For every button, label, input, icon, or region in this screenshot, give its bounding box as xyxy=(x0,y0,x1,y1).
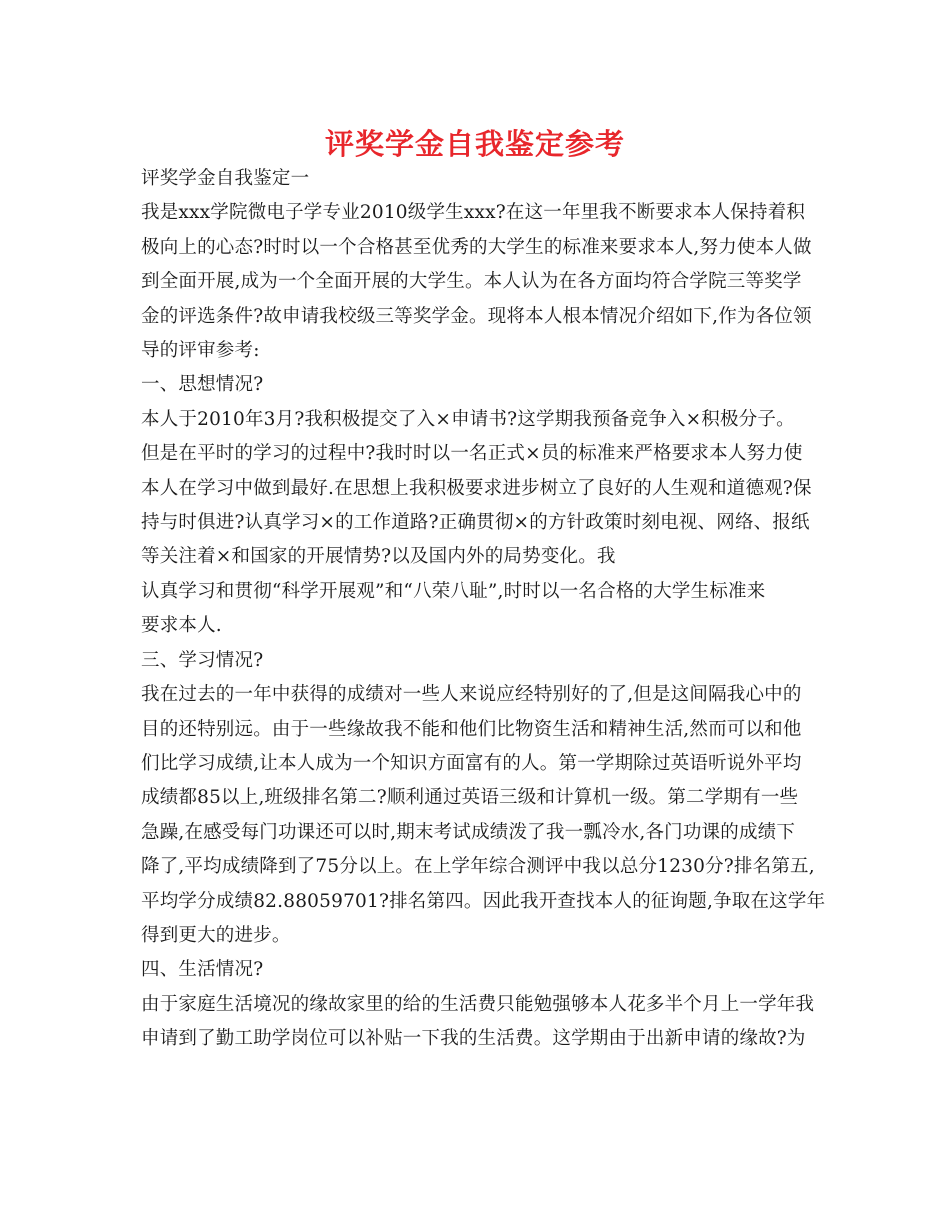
paragraph-line: 认真学习和贯彻“科学开展观”和“八荣八耻”,时时以一名合格的大学生标准来 xyxy=(141,580,766,602)
paragraph-line: 要求本人. xyxy=(141,615,222,637)
paragraph-line: 我在过去的一年中获得的成绩对一些人来说应经特别好的了,但是这间隔我心中的 xyxy=(141,684,802,706)
paragraph-line: 极向上的心态?时时以一个合格甚至优秀的大学生的标准来要求本人,努力使本人做 xyxy=(141,236,812,258)
paragraph-line: 本人于2010年3月?我积极提交了入×申请书?这学期我预备竞争入×积极分子。 xyxy=(141,408,795,430)
document-title: 评奖学金自我鉴定参考 xyxy=(324,127,625,161)
paragraph-line: 等关注着×和国家的开展情势?以及国内外的局势变化。我 xyxy=(141,546,616,568)
paragraph-line: 得到更大的进步。 xyxy=(141,924,291,946)
paragraph-line: 们比学习成绩,让本人成为一个知识方面富有的人。第一学期除过英语听说外平均 xyxy=(141,752,802,774)
section-heading: 四、生活情况? xyxy=(141,959,264,981)
paragraph-line: 评奖学金自我鉴定一 xyxy=(141,168,310,189)
paragraph-line: 平均学分成绩82.88059701?排名第四。因此我开查找本人的征询题,争取在这学年 xyxy=(141,890,826,912)
section-heading: 一、思想情况? xyxy=(141,374,264,396)
section-heading: 三、学习情况? xyxy=(141,649,264,671)
paragraph-line: 降了,平均成绩降到了75分以上。在上学年综合测评中我以总分1230分?排名第五, xyxy=(141,856,815,878)
paragraph-line: 持与时俱进?认真学习×的工作道路?正确贯彻×的方针政策时刻电视、网络、报纸 xyxy=(141,512,810,534)
paragraph-line: 目的还特别远。由于一些缘故我不能和他们比物资生活和精神生活,然而可以和他 xyxy=(141,718,802,740)
paragraph-line: 金的评选条件?故申请我校级三等奖学金。现将本人根本情况介绍如下,作为各位领 xyxy=(141,305,812,327)
document-body xyxy=(141,162,826,1057)
paragraph-line: 本人在学习中做到最好.在思想上我积极要求进步树立了良好的人生观和道德观?保 xyxy=(141,477,812,499)
paragraph-line: 由于家庭生活境况的缘故家里的给的生活费只能勉强够本人花多半个月上一学年我 xyxy=(141,993,815,1015)
paragraph-line: 但是在平时的学习的过程中?我时时以一名正式×员的标准来严格要求本人努力使 xyxy=(141,443,803,465)
paragraph-line: 导的评审参考: xyxy=(141,340,260,362)
paragraph-line: 申请到了勤工助学岗位可以补贴一下我的生活费。这学期由于出新申请的缘故?为 xyxy=(141,1028,806,1050)
paragraph-line: 我是xxx学院微电子学专业2010级学生xxx?在这一年里我不断要求本人保持着积 xyxy=(141,202,806,224)
paragraph-line: 到全面开展,成为一个全面开展的大学生。本人认为在各方面均符合学院三等奖学 xyxy=(141,271,802,293)
paragraph-line: 成绩都85以上,班级排名第二?顺利通过英语三级和计算机一级。第二学期有一些 xyxy=(141,787,799,809)
paragraph-line: 急躁,在感受每门功课还可以时,期末考试成绩泼了我一瓢冷水,各门功课的成绩下 xyxy=(141,821,796,843)
